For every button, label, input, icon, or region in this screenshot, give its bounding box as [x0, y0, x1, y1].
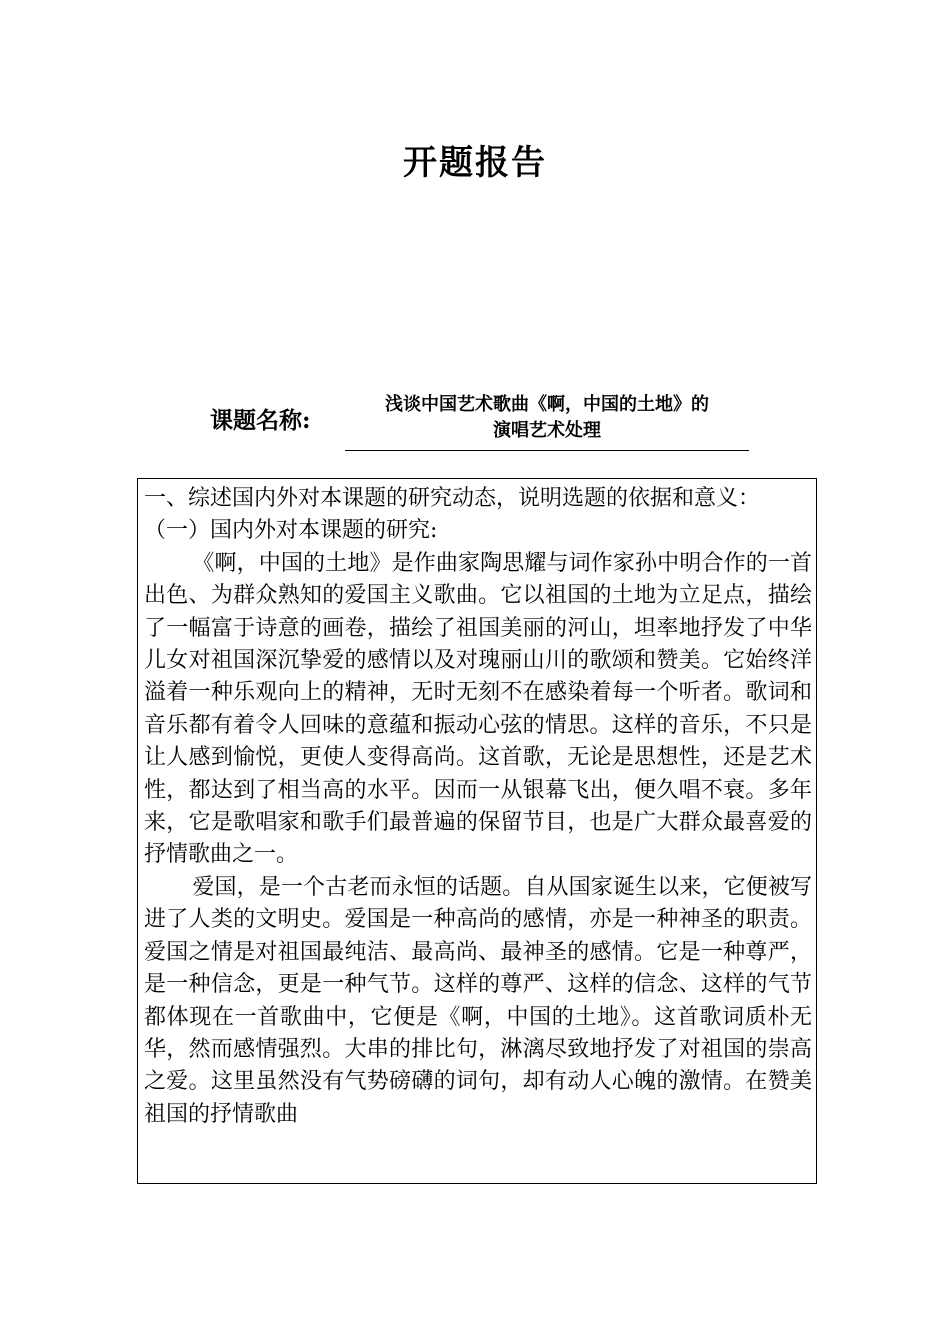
- page-title: 开题报告: [403, 143, 547, 183]
- topic-title: [345, 392, 749, 451]
- topic-title-line-1: 浅谈中国艺术歌曲《啊，中国的土地》的: [385, 394, 709, 415]
- section-heading: 一、综述国内外对本课题的研究动态，说明选题的依据和意义：: [144, 486, 761, 511]
- body-paragraph-1: 《啊，中国的土地》是作曲家陶思耀与词作家孙中明合作的一首出色、为群众熟知的爱国主义歌曲。它以祖国的土地为立足点，描绘了一幅富于诗意的画卷，描绘了祖国美丽的河山，坦率地抒发了中华儿女对祖国深沉挚爱的感情以及对瑰丽山川的歌颂和赞美。它始终洋溢着一种乐观向上的精神，无时无刻不在感染着每一个听者。歌词和音乐都有着令人回味的意蕴和振动心弦的情思。这样的音乐，不只是让人感到愉悦，更使人变得高尚。这首歌，无论是思想性，还是艺术性，都达到了相当高的水平。因而一从银幕飞出，便久唱不衰。多年来，它是歌唱家和歌手们最普遍的保留节目，也是广大群众最喜爱的抒情歌曲之一。: [144, 550, 812, 868]
- body-paragraph-2: 爱国，是一个古老而永恒的话题。自从国家诞生以来，它便被写进了人类的文明史。爱国是一种高尚的感情，亦是一种神圣的职责。爱国之情是对祖国最纯洁、最高尚、最神圣的感情。它是一种尊严，是一种信念，更是一种气节。这样的尊严、这样的信念、这样的气节都体现在一首歌曲中，它便是《啊，中国的土地》。这首歌词质朴无华，然而感情强烈。大串的排比句，淋漓尽致地抒发了对祖国的崇高之爱。这里虽然没有气势磅礴的词句，却有动人心魄的激情。在赞美祖国的抒情歌曲: [144, 874, 812, 1127]
- topic-label: 课题名称:: [210, 407, 311, 434]
- subsection-heading: （一）国内外对本课题的研究:: [144, 518, 438, 544]
- report-content-box: [137, 478, 817, 1184]
- topic-title-line-2: 演唱艺术处理: [493, 420, 601, 441]
